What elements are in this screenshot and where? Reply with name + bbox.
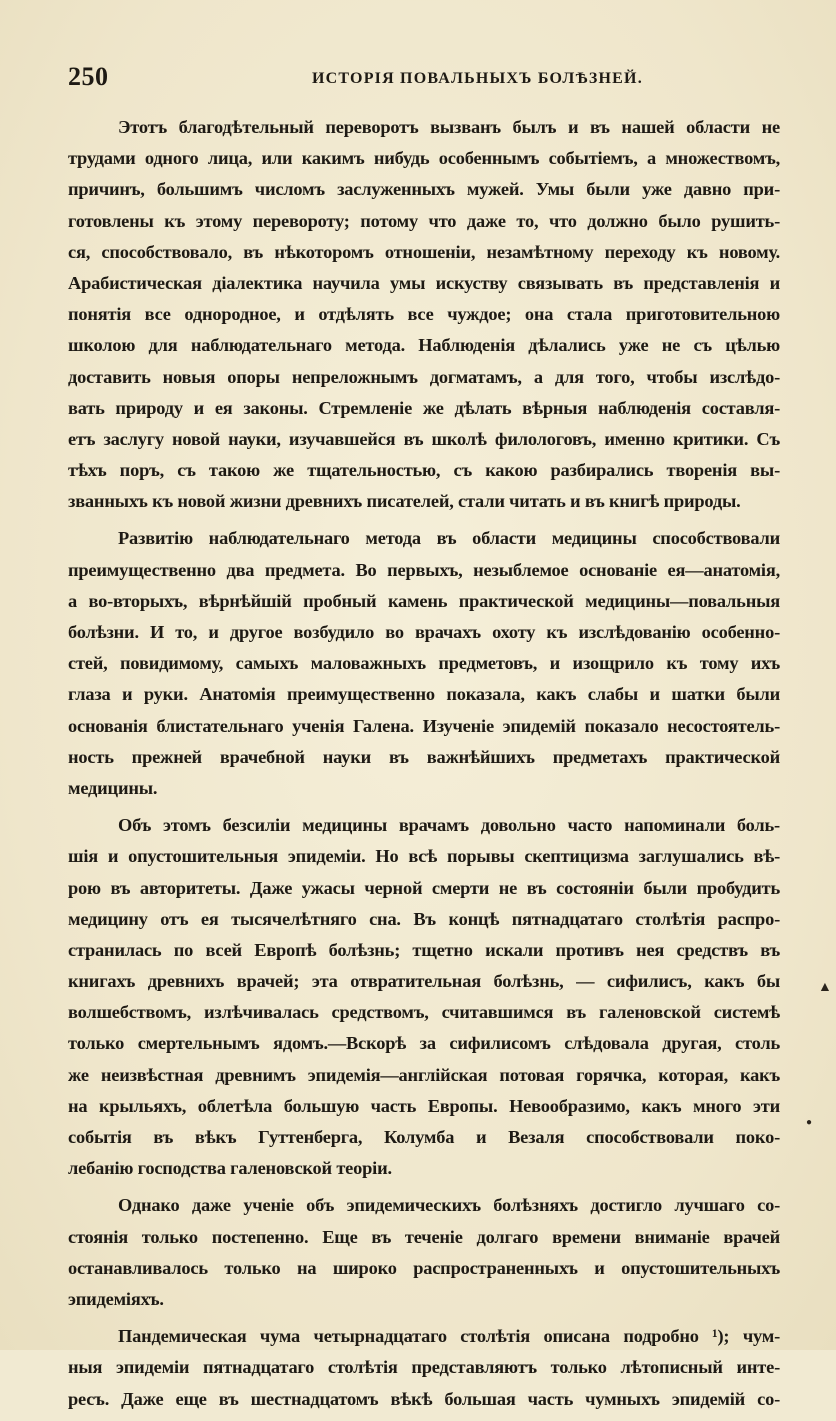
- paragraph-4: [68, 1190, 780, 1315]
- text-line: же неизвѣстная древнимъ эпидемія—англійская потовая горячка, которая, какъ: [68, 1064, 780, 1085]
- text-line: останавливалось только на широко распространенныхъ и опустошительныхъ: [68, 1257, 780, 1278]
- text-line: готовлены къ этому перевороту; потому что даже то, что должно было рушить-: [68, 210, 780, 231]
- text-line: событія въ вѣкъ Гуттенберга, Колумба и Везаля способствовали поко-: [68, 1127, 780, 1147]
- text-line: рою въ авторитеты. Даже ужасы черной смерти не въ состояніи были пробудить: [68, 877, 780, 898]
- margin-arrow-icon: ▲: [818, 980, 832, 995]
- text-line: ность прежней врачебной науки въ важнѣйшихъ предметахъ практической: [68, 746, 780, 767]
- text-line: понятія все однородное, и отдѣлять все чуждое; она стала приготовительною: [68, 304, 780, 325]
- body-text: [68, 112, 780, 1421]
- text-line: а во-вторыхъ, вѣрнѣйшій пробный камень практической медицины—повальныя: [68, 590, 780, 611]
- text-line: Арабистическая діалектика научила умы искуству связывать въ представленія и: [68, 272, 780, 293]
- text-line: Пандемическая чума четырнадцатаго столѣтія описана подробно ¹); чум-: [118, 1326, 780, 1347]
- text-line: вать природу и ея законы. Стремленіе же дѣлать вѣрныя наблюденія составля-: [68, 397, 780, 418]
- text-line: стей, повидимому, самыхъ маловажныхъ предметовъ, и изощрило къ тому ихъ: [68, 653, 780, 674]
- text-line: причинъ, большимъ числомъ заслуженныхъ мужей. Умы были уже давно при-: [68, 179, 780, 200]
- text-line: стоянія только постепенно. Еще въ теченіе долгаго времени вниманіе врачей: [68, 1226, 780, 1247]
- margin-dot-icon: ●: [806, 1117, 813, 1128]
- paragraph-5: [68, 1321, 780, 1415]
- text-line: Этотъ благодѣтельный переворотъ вызванъ былъ и въ нашей области не: [118, 117, 780, 137]
- running-head: ИСТОРІЯ ПОВАЛЬНЫХЪ БОЛѢЗНЕЙ.: [312, 70, 643, 87]
- text-line: болѣзни. И то, и другое возбудило во врачахъ охоту къ изслѣдованію особенно-: [68, 622, 780, 642]
- text-line: ся, способствовало, въ нѣкоторомъ отношеніи, незамѣтному переходу къ новому.: [68, 241, 780, 262]
- paragraph-1: [68, 112, 780, 517]
- text-line: Однако даже ученіе объ эпидемическихъ болѣзняхъ достигло лучшаго со-: [118, 1195, 780, 1216]
- page-header: [68, 62, 780, 96]
- paragraph-2: [68, 523, 780, 804]
- text-line: Развитію наблюдательнаго метода въ области медицины способствовали: [118, 528, 780, 549]
- text-line: медицины.: [68, 777, 158, 798]
- text-line: книгахъ древнихъ врачей; эта отвратительная болѣзнь, — сифилисъ, какъ бы: [68, 971, 780, 992]
- page-number: 250: [68, 62, 109, 91]
- text-line: школою для наблюдательнаго метода. Наблюденія дѣлались уже не съ цѣлью: [68, 335, 780, 356]
- text-line: званныхъ къ новой жизни древнихъ писателей, стали читать и въ книгѣ природы.: [68, 491, 741, 512]
- text-line: преимущественно два предмета. Во первыхъ, незыблемое основаніе ея—анатомія,: [68, 559, 780, 580]
- text-line: трудами одного лица, или какимъ нибудь особеннымъ событіемъ, а множествомъ,: [68, 148, 780, 169]
- text-line: глаза и руки. Анатомія преимущественно показала, какъ слабы и шатки были: [68, 684, 780, 705]
- text-line: шія и опустошительныя эпидеміи. Но всѣ порывы скептицизма заглушались вѣ-: [68, 846, 780, 867]
- text-line: странилась по всей Европѣ болѣзнь; тщетно искали противъ нея средствъ въ: [68, 939, 780, 960]
- paragraph-3: [68, 810, 780, 1184]
- text-line: волшебствомъ, излѣчивалась средствомъ, считавшимся въ галеновской системѣ: [68, 1002, 780, 1023]
- text-line: Объ этомъ безсиліи медицины врачамъ довольно часто напоминали боль-: [118, 815, 780, 836]
- text-line: етъ заслугу новой науки, изучавшейся въ школѣ филологовъ, именно критики. Съ: [68, 428, 780, 449]
- text-line: лебанію господства галеновской теоріи.: [68, 1158, 392, 1179]
- text-line: эпидеміяхъ.: [68, 1288, 164, 1309]
- text-line: тѣхъ поръ, съ такою же тщательностью, съ какою разбирались творенія вы-: [68, 460, 780, 481]
- text-line: ныя эпидеміи пятнадцатаго столѣтія представляютъ только лѣтописный инте-: [68, 1357, 780, 1378]
- text-line: медицину отъ ея тысячелѣтняго сна. Въ концѣ пятнадцатаго столѣтія распро-: [68, 908, 780, 929]
- text-line: ресъ. Даже еще въ шестнадцатомъ вѣкѣ большая часть чумныхъ эпидемій со-: [68, 1388, 780, 1409]
- text-line: только смертельнымъ ядомъ.—Вскорѣ за сифилисомъ слѣдовала другая, столь: [68, 1033, 780, 1054]
- text-line: доставить новыя опоры непреложнымъ догматамъ, а для того, чтобы изслѣдо-: [68, 366, 780, 387]
- text-line: на крыльяхъ, облетѣла большую часть Европы. Невообразимо, какъ много эти: [68, 1095, 780, 1116]
- text-line: основанія блистательнаго ученія Галена. Изученіе эпидемій показало несостоятель-: [68, 715, 780, 736]
